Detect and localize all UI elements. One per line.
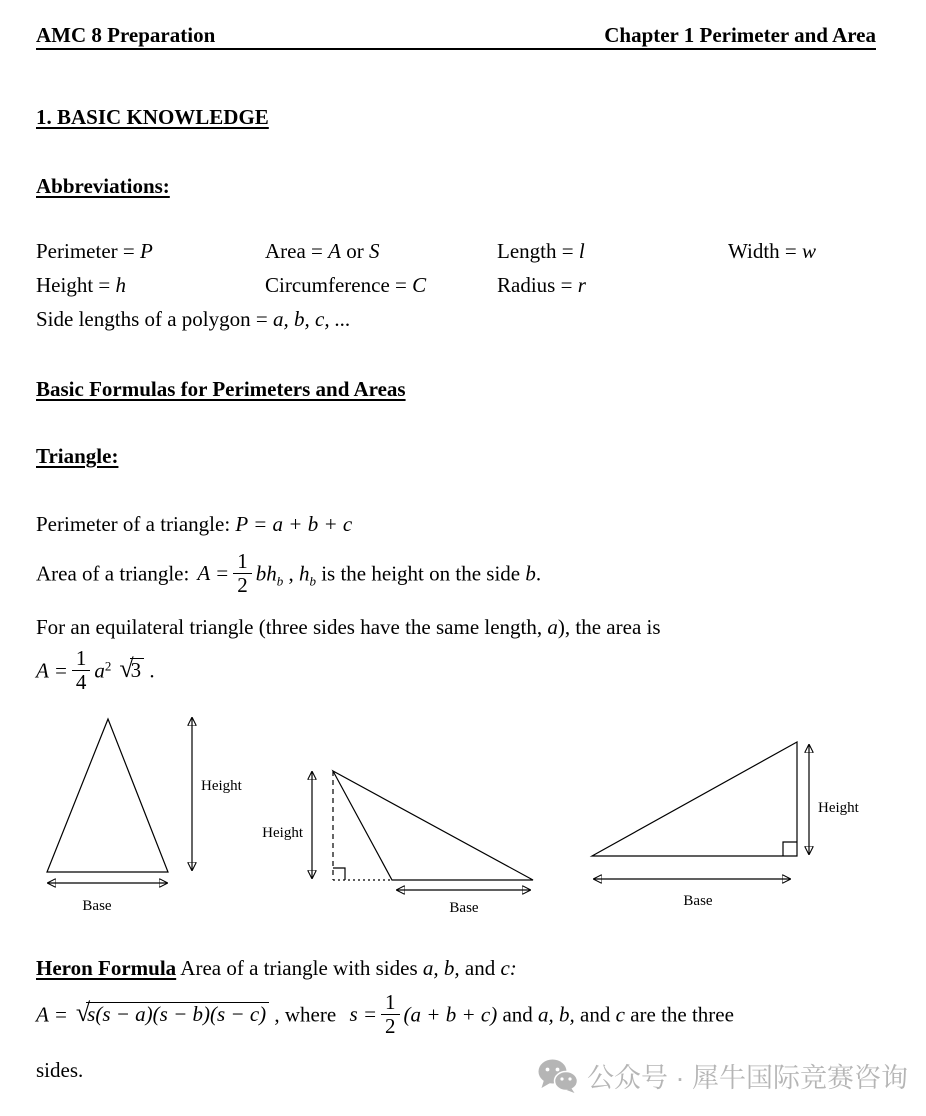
right-triangle-figure	[592, 742, 860, 909]
base-label: Base	[82, 898, 112, 914]
document-content	[36, 23, 876, 1082]
page-header	[36, 23, 876, 50]
wechat-icon	[538, 1059, 578, 1093]
abbr-width: Width = w	[728, 239, 817, 263]
fraction-one-half: $\frac{1}{2}$	[233, 550, 252, 597]
abbreviations-table	[36, 234, 876, 336]
acute-triangle-figure	[47, 718, 243, 914]
watermark	[538, 1056, 908, 1095]
height-label: Height	[262, 825, 303, 841]
right-triangle	[592, 742, 797, 856]
sqrt-expression: √s(s − a)(s − b)(s − c)	[76, 1002, 269, 1026]
section-title: 1. BASIC KNOWLEDGE	[36, 105, 269, 129]
sqrt-3: √3	[119, 658, 144, 682]
header-right-title: Chapter 1 Perimeter and Area	[604, 23, 876, 47]
triangle-heading: Triangle:	[36, 444, 119, 468]
area-formula-line: Area of a triangle: A = $\frac{1}{2}$ $bh_b$ , $h_b$ is the height on the side b.	[36, 549, 542, 597]
fraction-one-fourth: $\frac{1}{4}$	[72, 647, 91, 694]
radical-sign: √	[119, 654, 132, 684]
height-label: Height	[201, 778, 242, 794]
heron-heading-line: Heron Formula Area of a triangle with sides a, b, and c:	[36, 956, 517, 980]
abbreviations-heading: Abbreviations:	[36, 174, 170, 198]
equilateral-formula-line: A = $\frac{1}{4}$ $a^2$ √3 .	[36, 646, 155, 694]
base-label: Base	[683, 893, 713, 909]
abbr-radius: Radius = r	[497, 273, 586, 297]
obtuse-triangle	[333, 771, 533, 880]
height-label: Height	[818, 800, 859, 816]
abbr-height: Height = h	[36, 273, 126, 297]
triangle-diagrams	[0, 704, 926, 914]
abbr-perimeter: Perimeter = P	[36, 239, 153, 263]
right-angle-mark	[333, 868, 345, 880]
header-left-title: AMC 8 Preparation	[36, 23, 216, 47]
right-angle-mark	[783, 842, 797, 856]
heron-formula-line: A = √s(s − a)(s − b)(s − c) , where s = $\frac{1}{2}$ (a + b + c) and a, b, and c are the three	[36, 990, 734, 1038]
equilateral-intro-line: For an equilateral triangle (three sides have the same length, a), the area is	[36, 615, 661, 639]
watermark-text: 公众号 · 犀牛国际竞赛咨询	[587, 1063, 908, 1093]
abbr-circumference: Circumference = C	[265, 273, 427, 297]
base-label: Base	[449, 900, 479, 914]
formulas-heading: Basic Formulas for Perimeters and Areas	[36, 377, 406, 401]
radical-sign: √	[75, 998, 89, 1028]
perimeter-formula-line: Perimeter of a triangle: P = a + b + c	[36, 512, 353, 536]
abbr-side-lengths: Side lengths of a polygon = a, b, c, ...	[36, 307, 351, 331]
heron-heading: Heron Formula	[36, 956, 177, 980]
obtuse-triangle-figure	[262, 771, 533, 914]
acute-triangle	[47, 719, 168, 872]
abbr-area: Area = A or S	[265, 239, 380, 263]
fraction-one-half: $\frac{1}{2}$	[381, 991, 400, 1038]
sides-line: sides.	[36, 1058, 84, 1082]
abbr-length: Length = l	[497, 239, 585, 263]
